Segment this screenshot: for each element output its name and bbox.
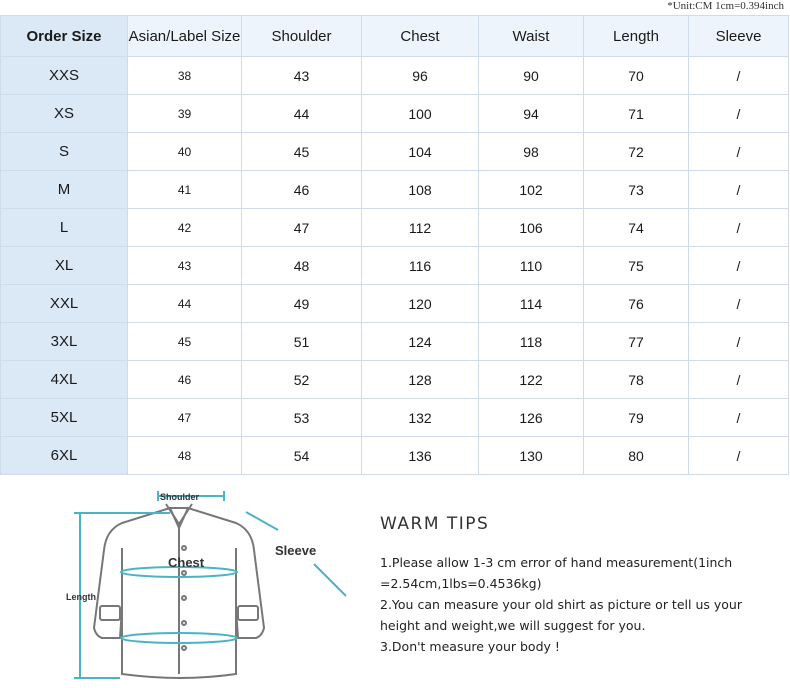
cell-sleeve: / [689,209,789,247]
cell-waist: 122 [479,361,584,399]
cell-asian-size: 46 [128,361,242,399]
cell-waist: 118 [479,323,584,361]
cell-chest: 132 [362,399,479,437]
cell-sleeve: / [689,285,789,323]
cell-shoulder: 45 [242,133,362,171]
cell-length: 77 [584,323,689,361]
cell-length: 72 [584,133,689,171]
cell-chest: 104 [362,133,479,171]
sleeve-measure-upper [246,512,278,530]
table-row [1,285,789,323]
warm-tips-list [380,552,785,657]
cell-waist: 126 [479,399,584,437]
cell-asian-size: 45 [128,323,242,361]
cell-shoulder: 47 [242,209,362,247]
table-row [1,209,789,247]
cell-shoulder: 51 [242,323,362,361]
tip-3: 3.Don't measure your body ! [380,639,560,654]
cell-shoulder: 52 [242,361,362,399]
cell-chest: 96 [362,57,479,95]
cell-order-size: 6XL [1,437,128,475]
cell-sleeve: / [689,57,789,95]
size-chart-table [0,15,789,475]
length-label: Length [66,592,96,602]
cell-order-size: 3XL [1,323,128,361]
header-sleeve: Sleeve [689,16,789,57]
tip-1: 1.Please allow 1-3 cm error of hand measurement(1inch =2.54cm,1lbs=0.4536kg) [380,555,733,591]
table-header-row [1,16,789,57]
cell-asian-size: 39 [128,95,242,133]
cell-sleeve: / [689,361,789,399]
header-shoulder: Shoulder [242,16,362,57]
cell-length: 70 [584,57,689,95]
measurement-guides [74,491,346,678]
cell-length: 71 [584,95,689,133]
cell-waist: 130 [479,437,584,475]
cell-shoulder: 43 [242,57,362,95]
table-body [1,57,789,475]
cell-waist: 110 [479,247,584,285]
cell-asian-size: 43 [128,247,242,285]
cell-chest: 136 [362,437,479,475]
cell-chest: 100 [362,95,479,133]
cell-order-size: 4XL [1,361,128,399]
cell-shoulder: 54 [242,437,362,475]
cell-asian-size: 44 [128,285,242,323]
cell-order-size: S [1,133,128,171]
bottom-section [0,478,790,688]
cell-order-size: XS [1,95,128,133]
cell-asian-size: 40 [128,133,242,171]
cell-order-size: M [1,171,128,209]
shirt-diagram [60,478,360,688]
cell-sleeve: / [689,171,789,209]
cell-waist: 94 [479,95,584,133]
cell-length: 80 [584,437,689,475]
shoulder-label: Shoulder [160,492,200,502]
header-chest: Chest [362,16,479,57]
cell-length: 78 [584,361,689,399]
cell-chest: 108 [362,171,479,209]
cell-length: 79 [584,399,689,437]
table-row [1,247,789,285]
cell-shoulder: 49 [242,285,362,323]
cell-asian-size: 47 [128,399,242,437]
cell-chest: 128 [362,361,479,399]
cell-order-size: 5XL [1,399,128,437]
cell-length: 73 [584,171,689,209]
cell-shoulder: 53 [242,399,362,437]
cell-order-size: XXL [1,285,128,323]
cell-waist: 98 [479,133,584,171]
table-row [1,437,789,475]
cell-sleeve: / [689,323,789,361]
cell-shoulder: 44 [242,95,362,133]
cell-asian-size: 41 [128,171,242,209]
cell-asian-size: 38 [128,57,242,95]
cell-length: 76 [584,285,689,323]
cell-sleeve: / [689,399,789,437]
table-row [1,95,789,133]
cell-chest: 116 [362,247,479,285]
table-row [1,361,789,399]
cell-sleeve: / [689,95,789,133]
cell-shoulder: 46 [242,171,362,209]
cell-order-size: L [1,209,128,247]
cell-waist: 114 [479,285,584,323]
sleeve-label: Sleeve [275,543,317,558]
chest-label: Chest [168,555,205,570]
table-row [1,399,789,437]
cell-length: 74 [584,209,689,247]
cell-sleeve: / [689,247,789,285]
cell-order-size: XL [1,247,128,285]
header-order-size: Order Size [1,16,128,57]
shirt-outline [94,504,264,678]
table-row [1,57,789,95]
cell-waist: 102 [479,171,584,209]
cell-chest: 120 [362,285,479,323]
warm-tips-title: WARM TIPS [380,514,490,534]
tip-2: 2.You can measure your old shirt as picture or tell us your height and weight,we will suggest for you. [380,597,742,633]
cell-waist: 106 [479,209,584,247]
cell-sleeve: / [689,133,789,171]
cell-waist: 90 [479,57,584,95]
cell-asian-size: 48 [128,437,242,475]
cell-order-size: XXS [1,57,128,95]
header-length: Length [584,16,689,57]
table-row [1,171,789,209]
unit-note: *Unit:CM 1cm=0.394inch [667,0,784,12]
header-waist: Waist [479,16,584,57]
cell-length: 75 [584,247,689,285]
cell-sleeve: / [689,437,789,475]
table-row [1,133,789,171]
sleeve-measure-lower [314,564,346,596]
table-row [1,323,789,361]
cell-asian-size: 42 [128,209,242,247]
cell-shoulder: 48 [242,247,362,285]
cell-chest: 124 [362,323,479,361]
cell-chest: 112 [362,209,479,247]
header-asian-size: Asian/Label Size [128,16,242,57]
